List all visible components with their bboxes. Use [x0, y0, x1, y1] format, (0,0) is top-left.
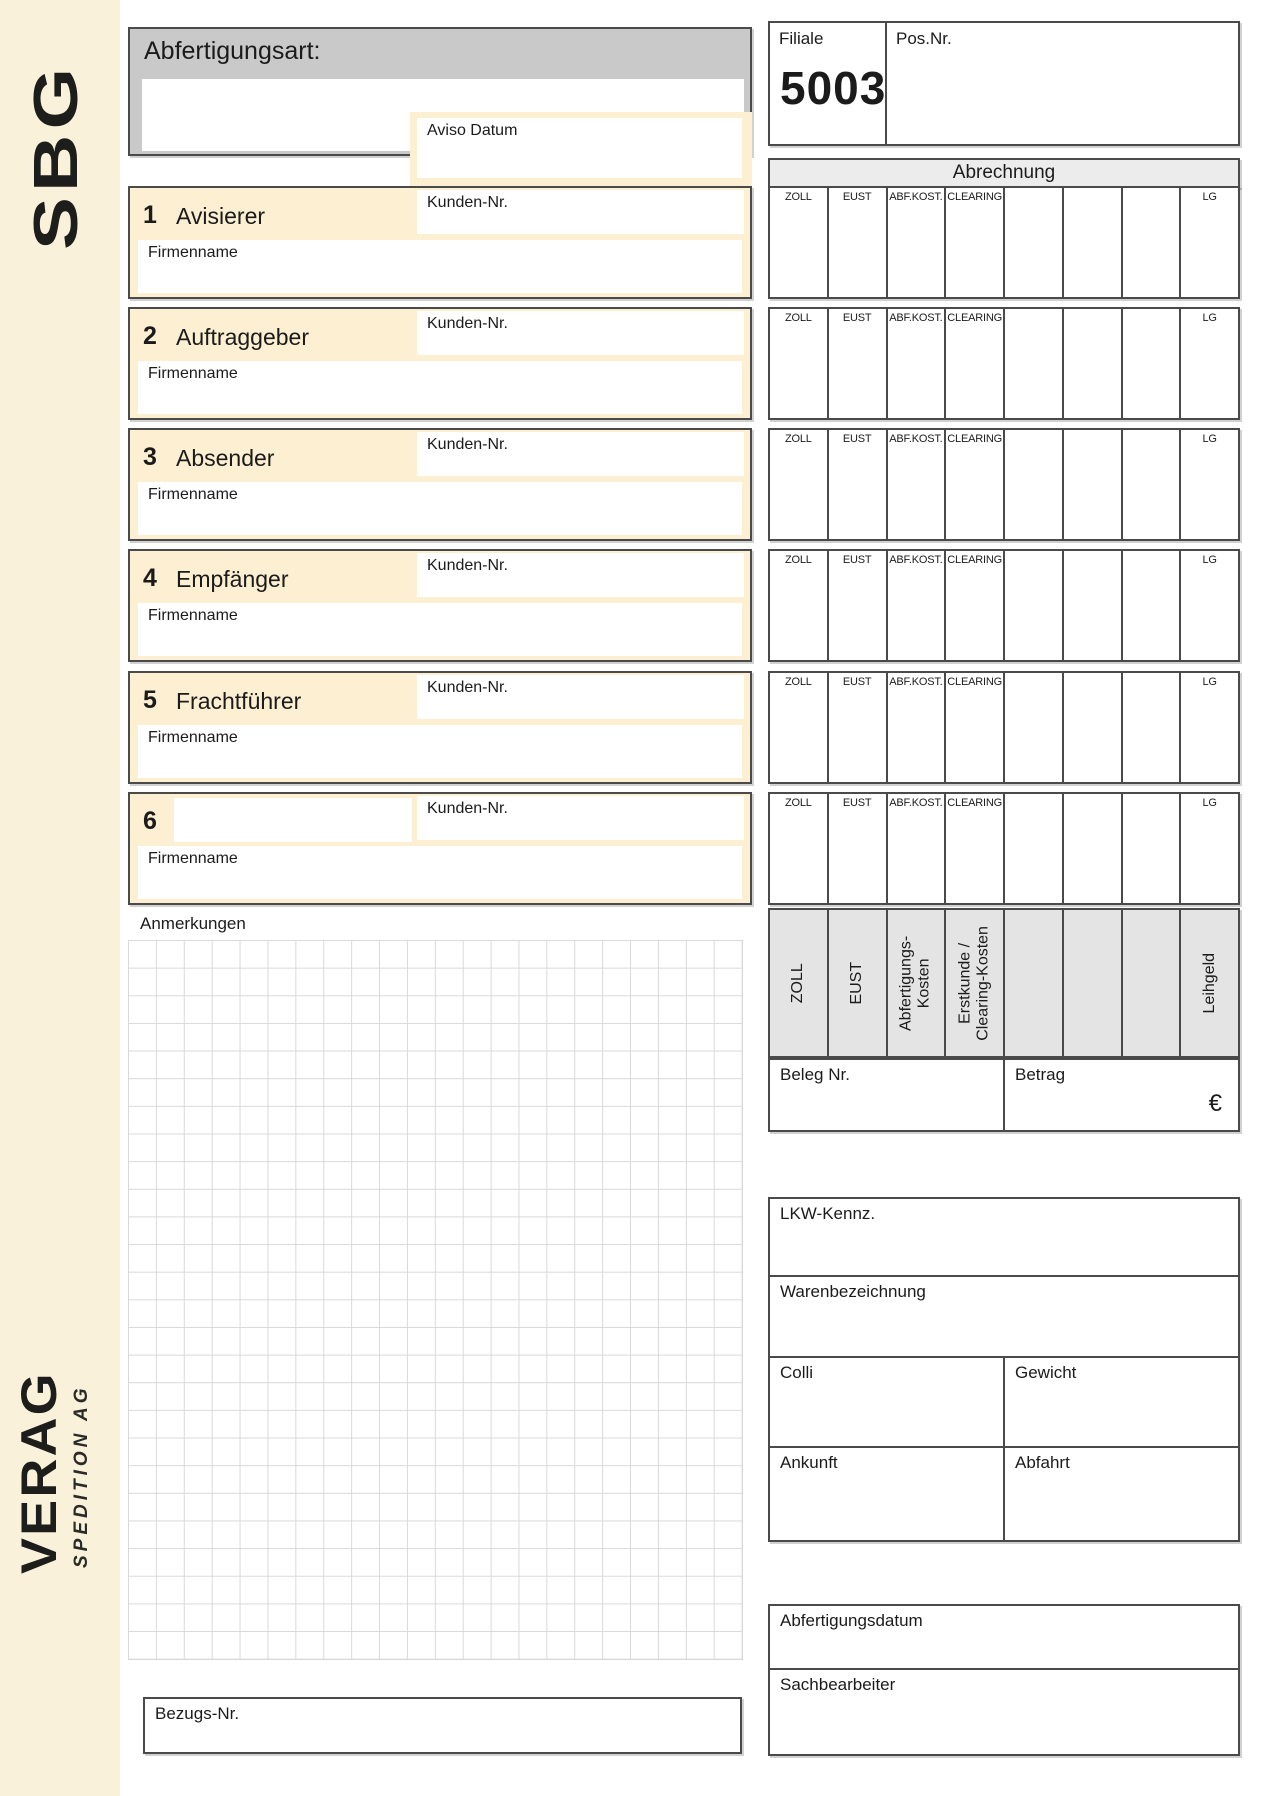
abrechnung-row [768, 186, 1240, 299]
party-title: Auftraggeber [176, 324, 309, 350]
party-number: 2 [143, 322, 157, 350]
abrechnung-column-label: CLEARING [947, 797, 1002, 809]
abrechnung-column-label: CLEARING [947, 312, 1002, 324]
abrechnung-cell[interactable] [1005, 430, 1064, 539]
firmenname-field[interactable] [138, 361, 742, 414]
abrechnung-cell[interactable] [888, 188, 947, 297]
abrechnung-cell[interactable] [1181, 430, 1238, 539]
abfahrt-field[interactable] [1005, 1448, 1238, 1540]
party-section [128, 549, 752, 662]
lkw-kennz-label: LKW-Kennz. [780, 1204, 876, 1223]
abrechnung-footer-label: Abfertigungs-Kosten [897, 935, 933, 1031]
abrechnung-cell[interactable] [829, 673, 888, 782]
aviso-datum-label: Aviso Datum [427, 122, 518, 139]
party-section [128, 186, 752, 299]
abrechnung-cell[interactable] [829, 794, 888, 903]
abrechnung-cell[interactable] [829, 430, 888, 539]
ankunft-abfahrt-row [770, 1448, 1238, 1540]
abrechnung-cell[interactable] [1123, 309, 1182, 418]
abrechnung-footer-label: EUST [847, 961, 865, 1005]
firmenname-field[interactable] [138, 725, 742, 778]
abrechnung-cell[interactable] [1181, 673, 1238, 782]
abrechnung-column-label: ZOLL [785, 312, 812, 324]
party-number: 1 [143, 201, 157, 229]
pos-nr-label: Pos.Nr. [896, 29, 952, 48]
anmerkungen-label: Anmerkungen [140, 914, 246, 933]
kunden-nr-field[interactable] [417, 675, 744, 719]
abrechnung-cell[interactable] [946, 551, 1005, 660]
colli-field[interactable] [770, 1358, 1005, 1446]
abrechnung-column-label: CLEARING [947, 554, 1002, 566]
firmenname-field[interactable] [138, 240, 742, 293]
abrechnung-footer [768, 908, 1240, 1058]
abrechnung-cell[interactable] [946, 430, 1005, 539]
abrechnung-cell[interactable] [946, 673, 1005, 782]
abrechnung-cell[interactable] [770, 430, 829, 539]
abrechnung-footer-cell [946, 910, 1005, 1056]
abrechnung-column-label: CLEARING [947, 676, 1002, 688]
abrechnung-column-label: EUST [842, 554, 872, 566]
firmenname-field[interactable] [138, 846, 742, 899]
abrechnung-cell[interactable] [1181, 188, 1238, 297]
firmenname-label: Firmenname [148, 729, 238, 746]
abrechnung-cell[interactable] [1064, 430, 1123, 539]
abrechnung-column-label: ZOLL [785, 676, 812, 688]
abrechnung-column-label: EUST [842, 312, 872, 324]
firmenname-label: Firmenname [148, 607, 238, 624]
abrechnung-cell[interactable] [1005, 551, 1064, 660]
abrechnung-footer-cell [1123, 910, 1182, 1056]
filiale-cell [770, 23, 887, 144]
filiale-label: Filiale [779, 29, 824, 48]
bezugs-nr-field[interactable] [143, 1697, 742, 1754]
abrechnung-cell[interactable] [770, 188, 829, 297]
betrag-label: Betrag [1015, 1065, 1066, 1084]
kunden-nr-field[interactable] [417, 432, 744, 476]
processing-block [768, 1604, 1240, 1756]
abrechnung-cell[interactable] [946, 188, 1005, 297]
sbg-logo: SBG [22, 62, 91, 250]
abrechnung-footer-cell [888, 910, 947, 1056]
abrechnung-footer-cell [770, 910, 829, 1056]
filiale-number: 5003 [780, 62, 887, 114]
abrechnung-cell[interactable] [770, 673, 829, 782]
abrechnung-cell[interactable] [1181, 551, 1238, 660]
party-number: 6 [143, 807, 157, 835]
sachbearbeiter-field[interactable] [770, 1670, 1238, 1754]
firmenname-label: Firmenname [148, 365, 238, 382]
beleg-betrag-row [768, 1058, 1240, 1132]
abrechnung-column-label: ZOLL [785, 191, 812, 203]
ankunft-field[interactable] [770, 1448, 1005, 1540]
abrechnung-cell[interactable] [1005, 673, 1064, 782]
abrechnung-column-label: ZOLL [785, 433, 812, 445]
kunden-nr-field[interactable] [417, 796, 744, 840]
firmenname-label: Firmenname [148, 244, 238, 261]
abrechnung-cell[interactable] [1005, 794, 1064, 903]
abrechnung-row [768, 307, 1240, 420]
party-number: 5 [143, 686, 157, 714]
abrechnung-cell[interactable] [946, 309, 1005, 418]
colli-label: Colli [780, 1363, 814, 1382]
abrechnung-cell[interactable] [770, 794, 829, 903]
abrechnung-column-label: LG [1202, 433, 1217, 445]
abrechnung-footer-label: Leihgeld [1200, 952, 1218, 1014]
firmenname-label: Firmenname [148, 486, 238, 503]
party-section [128, 671, 752, 784]
abrechnung-column-label: LG [1202, 676, 1217, 688]
abrechnung-cell[interactable] [1064, 551, 1123, 660]
abrechnung-cell[interactable] [888, 794, 947, 903]
abrechnung-column-label: ABF.KOST. [889, 797, 943, 809]
shipment-block [768, 1197, 1240, 1542]
abrechnung-column-label: CLEARING [947, 433, 1002, 445]
abrechnung-header [768, 158, 1240, 188]
abrechnung-cell[interactable] [1123, 430, 1182, 539]
abrechnung-cell[interactable] [829, 309, 888, 418]
abrechnung-footer-cell [829, 910, 888, 1056]
abrechnung-column-label: ABF.KOST. [889, 312, 943, 324]
verag-subtitle: SPEDITION AG [71, 1384, 92, 1568]
sachbearbeiter-label: Sachbearbeiter [780, 1675, 896, 1694]
abrechnung-footer-label: Erstkunde / Clearing-Kosten [956, 925, 992, 1041]
filiale-pos-box [768, 21, 1240, 146]
aviso-datum-block [410, 112, 752, 188]
abrechnung-column-label: LG [1202, 554, 1217, 566]
kunden-nr-field[interactable] [417, 553, 744, 597]
abrechnung-column-label: LG [1202, 312, 1217, 324]
abrechnung-column-label: ZOLL [785, 554, 812, 566]
abrechnung-column-label: ABF.KOST. [889, 676, 943, 688]
warenbezeichnung-label: Warenbezeichnung [780, 1282, 926, 1301]
abrechnung-row [768, 792, 1240, 905]
abrechnung-column-label: EUST [842, 676, 872, 688]
abrechnung-cell[interactable] [888, 551, 947, 660]
firmenname-field[interactable] [138, 482, 742, 535]
abrechnung-column-label: EUST [842, 797, 872, 809]
abrechnung-cell[interactable] [770, 551, 829, 660]
party-title: Frachtführer [176, 688, 302, 714]
abrechnung-footer-cell [1064, 910, 1123, 1056]
party-section [128, 307, 752, 420]
kunden-nr-label: Kunden-Nr. [427, 194, 508, 211]
abrechnung-cell[interactable] [829, 551, 888, 660]
beleg-nr-label: Beleg Nr. [780, 1065, 850, 1084]
pos-nr-field[interactable] [887, 23, 1238, 144]
kunden-nr-label: Kunden-Nr. [427, 800, 508, 817]
abrechnung-cell[interactable] [1181, 309, 1238, 418]
abrechnung-cell[interactable] [1064, 794, 1123, 903]
abrechnung-row [768, 549, 1240, 662]
abrechnung-column-label: CLEARING [947, 191, 1002, 203]
aviso-datum-field[interactable] [417, 118, 742, 178]
gewicht-label: Gewicht [1015, 1363, 1077, 1382]
abrechnung-cell[interactable] [1005, 188, 1064, 297]
abrechnung-footer-cell [1181, 910, 1238, 1056]
abfertigungsdatum-field[interactable] [770, 1606, 1238, 1670]
abrechnung-cell[interactable] [1064, 188, 1123, 297]
anmerkungen-grid[interactable] [128, 940, 743, 1660]
abfertigungsdatum-label: Abfertigungsdatum [780, 1611, 923, 1630]
abrechnung-cell[interactable] [1123, 188, 1182, 297]
abrechnung-column-label: EUST [842, 191, 872, 203]
firmenname-label: Firmenname [148, 850, 238, 867]
warenbezeichnung-field[interactable] [770, 1277, 1238, 1358]
kunden-nr-label: Kunden-Nr. [427, 557, 508, 574]
abrechnung-cell[interactable] [1064, 309, 1123, 418]
abrechnung-cell[interactable] [1064, 673, 1123, 782]
abfertigungsart-label: Abfertigungsart: [144, 37, 321, 65]
abrechnung-column-label: LG [1202, 797, 1217, 809]
abrechnung-column-label: ABF.KOST. [889, 433, 943, 445]
abrechnung-cell[interactable] [770, 309, 829, 418]
party-section [128, 428, 752, 541]
abrechnung-column-label: ABF.KOST. [889, 191, 943, 203]
firmenname-field[interactable] [138, 603, 742, 656]
bezugs-nr-label: Bezugs-Nr. [155, 1704, 240, 1723]
abrechnung-cell[interactable] [1123, 551, 1182, 660]
party-section [128, 792, 752, 905]
party-title: Avisierer [176, 203, 266, 229]
party-number: 3 [143, 443, 157, 471]
betrag-field[interactable] [1005, 1060, 1238, 1130]
abrechnung-cell[interactable] [946, 794, 1005, 903]
euro-symbol: € [1208, 1090, 1222, 1117]
abrechnung-title: Abrechnung [952, 162, 1056, 183]
kunden-nr-label: Kunden-Nr. [427, 315, 508, 332]
abrechnung-column-label: EUST [842, 433, 872, 445]
lkw-kennz-field[interactable] [770, 1199, 1238, 1277]
gewicht-field[interactable] [1005, 1358, 1238, 1446]
abrechnung-row [768, 671, 1240, 784]
abfahrt-label: Abfahrt [1015, 1453, 1070, 1472]
beleg-nr-field[interactable] [770, 1060, 1005, 1130]
verag-logo: VERAG [11, 1371, 67, 1574]
party-title: Absender [176, 445, 275, 471]
abrechnung-footer-cell [1005, 910, 1064, 1056]
kunden-nr-label: Kunden-Nr. [427, 436, 508, 453]
party-number: 4 [143, 564, 157, 592]
kunden-nr-field[interactable] [417, 190, 744, 234]
ankunft-label: Ankunft [780, 1453, 838, 1472]
kunden-nr-label: Kunden-Nr. [427, 679, 508, 696]
abrechnung-cell[interactable] [1181, 794, 1238, 903]
abrechnung-column-label: ZOLL [785, 797, 812, 809]
abrechnung-cell[interactable] [888, 673, 947, 782]
party-title: Empfänger [176, 566, 289, 592]
abrechnung-cell[interactable] [829, 188, 888, 297]
abrechnung-row [768, 428, 1240, 541]
abrechnung-cell[interactable] [1123, 673, 1182, 782]
abrechnung-cell[interactable] [1005, 309, 1064, 418]
party-name-field[interactable] [174, 798, 412, 842]
abrechnung-cell[interactable] [888, 430, 947, 539]
abrechnung-footer-label: ZOLL [789, 962, 807, 1004]
kunden-nr-field[interactable] [417, 311, 744, 355]
abrechnung-cell[interactable] [888, 309, 947, 418]
colli-gewicht-row [770, 1358, 1238, 1448]
abrechnung-column-label: ABF.KOST. [889, 554, 943, 566]
abrechnung-cell[interactable] [1123, 794, 1182, 903]
abrechnung-column-label: LG [1202, 191, 1217, 203]
